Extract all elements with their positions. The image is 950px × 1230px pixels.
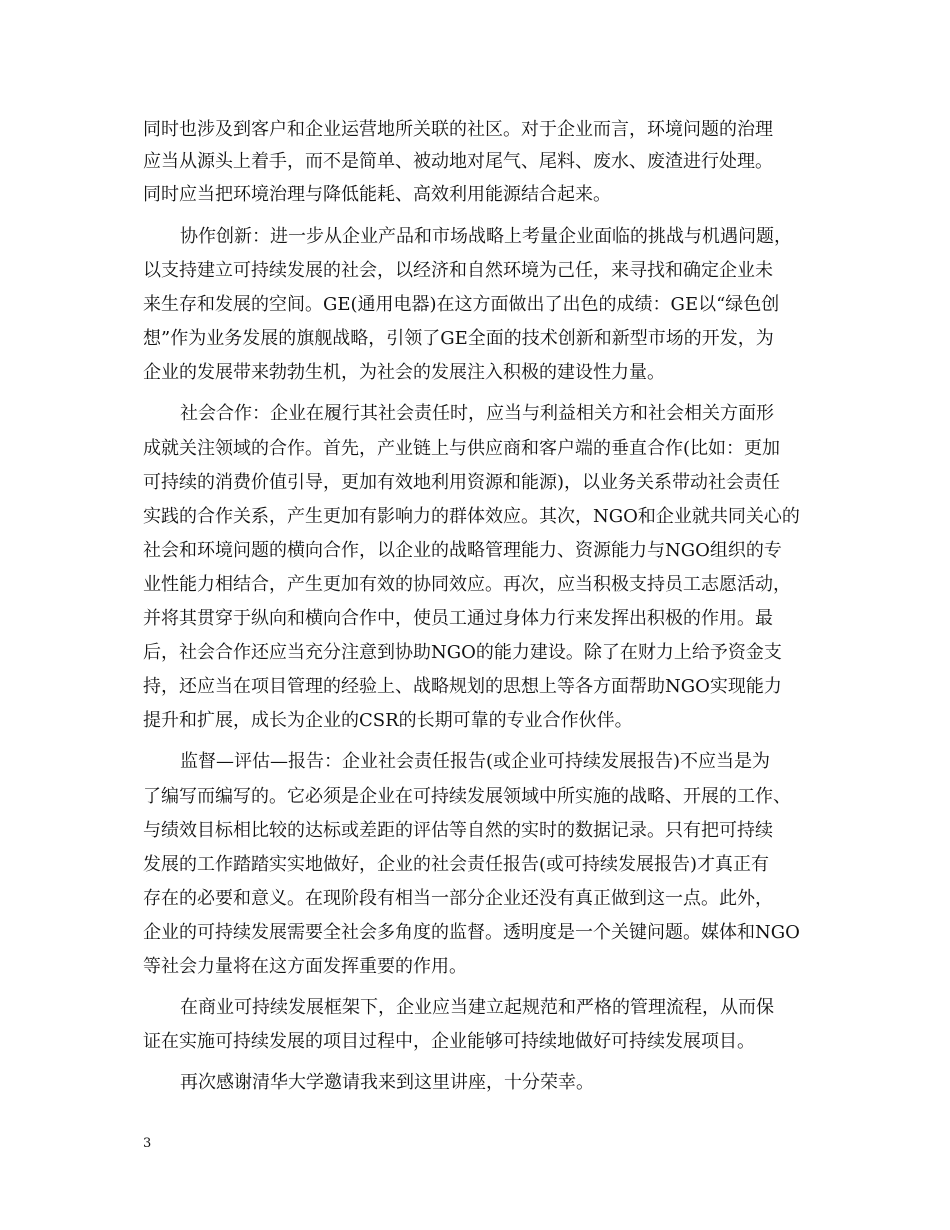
text-line: 成就关注领域的合作。首先，产业链上与供应商和客户端的垂直合作(比如：更加 <box>143 438 781 459</box>
text-line: 应当从源头上着手，而不是简单、被动地对尾气、尾料、废水、废渣进行处理。 <box>143 151 773 172</box>
text-line: 社会和环境问题的横向合作，以企业的战略管理能力、资源能力与NGO组织的专 <box>143 540 782 561</box>
paragraph-first-line: 再次感谢清华大学邀请我来到这里讲座，十分荣幸。 <box>180 1072 594 1093</box>
text-line: 等社会力量将在这方面发挥重要的作用。 <box>143 956 467 977</box>
text-line: 同时也涉及到客户和企业运营地所关联的社区。对于企业而言，环境问题的治理 <box>143 119 773 140</box>
text-line: 企业的发展带来勃勃生机，为社会的发展注入积极的建设性力量。 <box>143 362 665 383</box>
paragraph-first-line: 监督—评估—报告：企业社会责任报告(或企业可持续发展报告)不应当是为 <box>180 751 771 772</box>
text-line: 业性能力相结合，产生更加有效的协同效应。再次，应当积极支持员工志愿活动， <box>143 574 791 595</box>
text-line: 想”作为业务发展的旗舰战略，引领了GE全面的技术创新和新型市场的开发，为 <box>143 328 774 349</box>
paragraph-first-line: 协作创新：进一步从企业产品和市场战略上考量企业面临的挑战与机遇问题， <box>180 226 792 247</box>
text-line: 以支持建立可持续发展的社会，以经济和自然环境为己任，来寻找和确定企业未 <box>143 260 773 281</box>
paragraph-first-line: 社会合作：企业在履行其社会责任时，应当与利益相关方和社会相关方面形 <box>180 403 774 424</box>
text-line: 与绩效目标相比较的达标或差距的评估等自然的实时的数据记录。只有把可持续 <box>143 820 773 841</box>
text-line: 后，社会合作还应当充分注意到协助NGO的能力建设。除了在财力上给予资金支 <box>143 642 782 663</box>
text-line: 可持续的消费价值引导，更加有效地利用资源和能源)，以业务关系带动社会责任 <box>143 472 781 493</box>
text-line: 证在实施可持续发展的项目过程中，企业能够可持续地做好可持续发展项目。 <box>143 1031 755 1052</box>
text-line: 发展的工作踏踏实实地做好，企业的社会责任报告(或可持续发展报告)才真正有 <box>143 854 770 875</box>
text-line: 存在的必要和意义。在现阶段有相当一部分企业还没有真正做到这一点。此外， <box>143 888 773 909</box>
text-line: 来生存和发展的空间。GE(通用电器)在这方面做出了出色的成绩：GE以“绿色创 <box>143 294 780 315</box>
paragraph-first-line: 在商业可持续发展框架下，企业应当建立起规范和严格的管理流程，从而保 <box>180 997 774 1018</box>
text-line: 并将其贯穿于纵向和横向合作中，使员工通过身体力行来发挥出积极的作用。最 <box>143 608 773 629</box>
text-line: 同时应当把环境治理与降低能耗、高效利用能源结合起来。 <box>143 184 611 205</box>
page-number: 3 <box>143 1136 152 1151</box>
text-line: 实践的合作关系，产生更加有影响力的群体效应。其次，NGO和企业就共同关心的 <box>143 506 800 527</box>
text-line: 了编写而编写的。它必须是企业在可持续发展领域中所实施的战略、开展的工作、 <box>143 786 791 807</box>
text-line: 提升和扩展，成长为企业的CSR的长期可靠的专业合作伙伴。 <box>143 710 633 731</box>
text-line: 企业的可持续发展需要全社会多角度的监督。透明度是一个关键问题。媒体和NGO <box>143 922 800 943</box>
text-line: 持，还应当在项目管理的经验上、战略规划的思想上等各方面帮助NGO实现能力 <box>143 676 782 697</box>
